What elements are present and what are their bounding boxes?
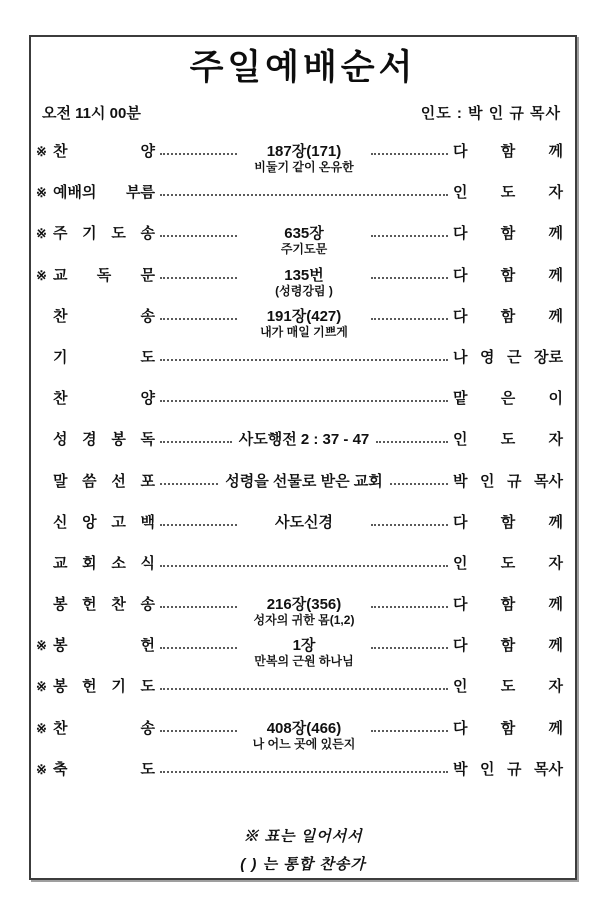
hymn-title: 주기도문: [280, 242, 328, 257]
dotted-leader: [160, 184, 448, 196]
hymn-info: [242, 308, 366, 340]
dotted-leader: [371, 514, 448, 526]
performer-label: 박 인 규 목사: [453, 472, 563, 490]
hymn-title: 만복의 근원 하나님: [254, 654, 354, 669]
performer-label: 다 함 께: [453, 719, 563, 737]
hymn-number: 성령을 선물로 받은 교회: [225, 472, 383, 490]
hymn-info: [242, 267, 366, 299]
order-item-label: 찬 양: [53, 143, 155, 160]
order-row: [36, 720, 563, 761]
order-row: [36, 514, 563, 555]
performer-label: 인 도 자: [453, 184, 563, 202]
order-row: [36, 349, 563, 390]
dotted-leader: [371, 637, 448, 649]
performer-label: 다 함 께: [453, 513, 563, 531]
order-row: [36, 308, 563, 349]
hymn-info: [223, 473, 384, 490]
performer-label: 맡 은 이: [453, 390, 563, 408]
hymn-info: [237, 431, 372, 448]
order-row: [36, 761, 563, 802]
order-row: [36, 225, 563, 266]
performer-label: 인 도 자: [453, 678, 563, 696]
hymn-info: [242, 143, 366, 175]
footnote-hymnal: ( ) 는 통합 찬송가: [240, 856, 366, 873]
standing-marker: ※: [36, 267, 47, 283]
dotted-leader: [160, 555, 448, 567]
order-item-label: 찬 송: [53, 719, 155, 737]
order-item-label: 신 앙 고 백: [53, 513, 155, 531]
footnote-standing: ※ 표는 일어서서: [243, 828, 363, 845]
order-row: [36, 596, 563, 637]
hymn-number: 216장(356): [266, 596, 342, 614]
order-item-label: 교 회 소 식: [53, 554, 155, 572]
hymn-number: 408장(466): [266, 719, 342, 737]
standing-marker: ※: [36, 144, 47, 159]
order-item-label: 주 기 도 송: [53, 225, 155, 243]
order-item-label: 축 도: [53, 760, 155, 778]
performer-label: 다 함 께: [453, 637, 563, 655]
dotted-leader: [371, 308, 448, 320]
order-item-label: 찬 송: [53, 307, 155, 325]
hymn-title: 내가 매일 기쁘게: [260, 324, 348, 339]
standing-marker: ※: [36, 185, 47, 201]
order-row: [36, 184, 563, 225]
dotted-leader: [160, 390, 448, 402]
standing-marker: ※: [36, 761, 47, 777]
hymn-info: [242, 596, 366, 628]
order-item-label: 봉 헌 기 도: [53, 678, 155, 696]
order-row: [36, 267, 563, 308]
order-item-label: 성 경 봉 독: [53, 431, 155, 449]
service-header: [42, 105, 561, 123]
performer-label: 다 함 께: [453, 225, 563, 243]
performer-label: 박 인 규 목사: [453, 760, 563, 778]
dotted-leader: [160, 678, 448, 690]
hymn-info: [242, 720, 366, 752]
standing-marker: ※: [36, 638, 47, 654]
order-list: [36, 143, 563, 802]
order-item-label: 찬 양: [53, 390, 155, 408]
performer-label: 다 함 께: [453, 307, 563, 325]
order-item-label: 말 씀 선 포: [53, 472, 155, 490]
dotted-leader: [160, 431, 232, 443]
dotted-leader: [160, 761, 448, 773]
hymn-number: 635장: [284, 225, 324, 243]
hymn-info: [242, 225, 366, 257]
dotted-leader: [160, 143, 237, 155]
worship-order-page: [29, 35, 577, 880]
standing-marker: ※: [36, 679, 47, 695]
hymn-number: 사도신경: [275, 513, 333, 531]
dotted-leader: [371, 143, 448, 155]
standing-marker: ※: [36, 226, 47, 242]
performer-label: 다 함 께: [453, 143, 563, 160]
order-item-label: 기 도: [53, 348, 155, 366]
hymn-number: 135번: [284, 266, 324, 284]
dotted-leader: [160, 308, 237, 320]
dotted-leader: [160, 637, 237, 649]
performer-label: 나 영 근 장로: [453, 348, 563, 366]
standing-marker: ※: [36, 720, 47, 736]
hymn-info: [242, 637, 366, 669]
performer-label: 다 함 께: [453, 266, 563, 284]
order-item-label: 봉 헌 찬 송: [53, 596, 155, 614]
dotted-leader: [371, 596, 448, 608]
service-leader: 인도 : 박 인 규 목사: [420, 105, 561, 122]
dotted-leader: [160, 473, 218, 485]
performer-label: 인 도 자: [453, 554, 563, 572]
hymn-title: (성령강림 ): [275, 283, 333, 298]
performer-label: 인 도 자: [453, 431, 563, 449]
page-title: 주일예배순서: [189, 48, 417, 87]
dotted-leader: [160, 514, 237, 526]
hymn-number: 191장(427): [266, 307, 342, 325]
performer-label: 다 함 께: [453, 596, 563, 614]
order-row: [36, 390, 563, 431]
dotted-leader: [160, 349, 448, 361]
order-item-label: 예배의 부름: [53, 184, 155, 202]
order-row: [36, 678, 563, 719]
dotted-leader: [160, 596, 237, 608]
dotted-leader: [160, 225, 237, 237]
order-row: [36, 473, 563, 514]
order-item-label: 교 독 문: [53, 266, 155, 284]
hymn-title: 비둘기 같이 온유한: [254, 160, 354, 174]
order-row: [36, 431, 563, 472]
dotted-leader: [371, 225, 448, 237]
order-item-label: 봉 헌: [53, 637, 155, 655]
dotted-leader: [160, 267, 237, 279]
dotted-leader: [376, 431, 448, 443]
hymn-info: [242, 514, 366, 531]
hymn-title: 나 어느 곳에 있든지: [252, 736, 356, 751]
service-time: 오전 11시 00분: [42, 105, 141, 122]
dotted-leader: [390, 473, 448, 485]
footnotes: [31, 823, 575, 879]
dotted-leader: [371, 720, 448, 732]
hymn-number: 사도행전 2 : 37 - 47: [238, 431, 370, 449]
hymn-title: 성자의 귀한 몸(1,2): [253, 613, 355, 628]
order-row: [36, 555, 563, 596]
dotted-leader: [371, 267, 448, 279]
hymn-number: 187장(171): [266, 143, 342, 160]
order-row: [36, 143, 563, 184]
hymn-number: 1장: [292, 637, 316, 655]
dotted-leader: [160, 720, 237, 732]
order-row: [36, 637, 563, 678]
